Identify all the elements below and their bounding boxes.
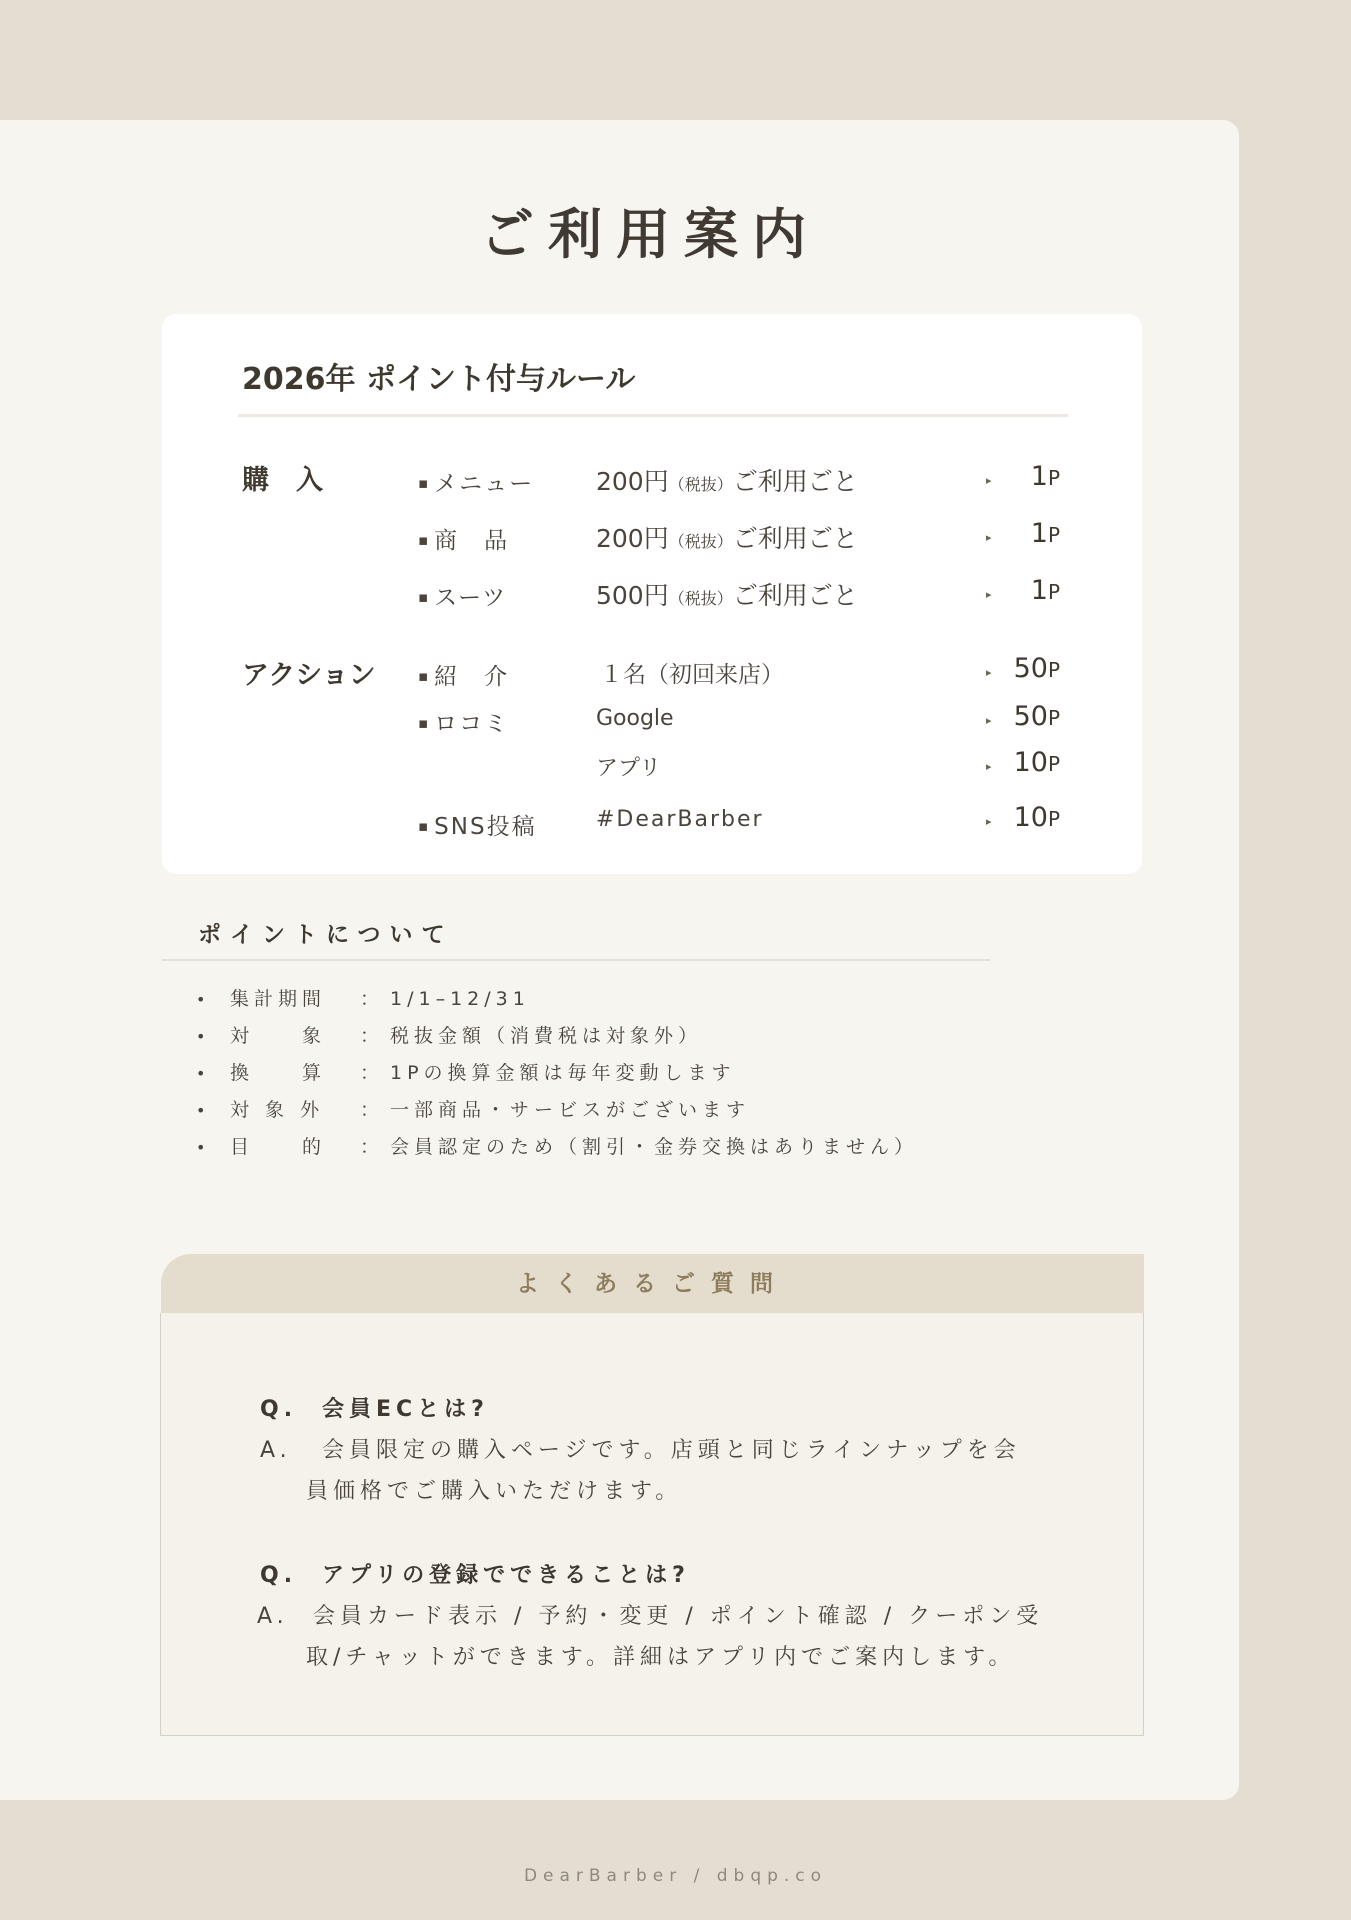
arrow-icon: ▸ <box>986 588 992 601</box>
rule-item-menu: ▪ メニュー <box>418 471 535 497</box>
about-points-heading: ポイントについて <box>198 922 454 948</box>
faq-answer-1-cont: 員価格でご購入いただけます。 <box>306 1479 683 1504</box>
category-action: アクション <box>242 660 376 691</box>
rule-points-menu: 1P <box>1030 461 1060 492</box>
arrow-icon: ▸ <box>986 474 992 487</box>
about-row: • 換 算 ： 1Pの換算金額は毎年変動します <box>196 1062 736 1084</box>
rule-desc-suit: 500円（税抜）ご利用ごと <box>596 581 858 610</box>
bullet-icon: • <box>196 1027 211 1046</box>
faq-answer-2-cont: 取/チャットができます。詳細はアプリ内でご案内します。 <box>306 1645 1016 1670</box>
bullet-icon: • <box>196 1064 211 1083</box>
rule-item-review: ▪ ロコミ <box>418 711 510 737</box>
arrow-icon: ▸ <box>986 815 992 828</box>
rule-desc-menu: 200円（税抜）ご利用ごと <box>596 467 858 496</box>
faq-question-2: Q. アプリの登録でできることは? <box>260 1563 690 1588</box>
about-divider <box>162 959 990 961</box>
rule-points-sns: 10P <box>1013 802 1060 833</box>
rule-item-suit: ▪ スーツ <box>418 585 508 611</box>
arrow-icon: ▸ <box>986 760 992 773</box>
faq-heading: よくあるご質問 <box>161 1254 1144 1314</box>
rule-desc-app: アプリ <box>596 756 662 781</box>
rule-points-referral: 50P <box>1013 653 1060 684</box>
square-bullet-icon: ▪ <box>418 667 431 685</box>
faq-box <box>160 1313 1144 1736</box>
rule-desc-sns: #DearBarber <box>596 807 764 832</box>
rule-desc-goods: 200円（税抜）ご利用ごと <box>596 524 858 553</box>
bullet-icon: • <box>196 1138 211 1157</box>
square-bullet-icon: ▪ <box>418 531 431 549</box>
rule-desc-referral: １名（初回来店） <box>600 662 784 688</box>
arrow-icon: ▸ <box>986 531 992 544</box>
rule-points-app: 10P <box>1013 747 1060 778</box>
rule-item-referral: ▪ 紹 介 <box>418 664 510 690</box>
page-title: ご利用案内 <box>480 202 820 266</box>
bullet-icon: • <box>196 1101 211 1120</box>
footer-credit: DearBarber / dbqp.co <box>523 1866 828 1886</box>
square-bullet-icon: ▪ <box>418 714 431 732</box>
bullet-icon: • <box>196 990 211 1009</box>
point-rules-heading: 2026年 ポイント付与ルール <box>242 362 636 397</box>
rules-divider <box>238 414 1068 417</box>
faq-answer-2: A. 会員カード表示 / 予約・変更 / ポイント確認 / クーポン受 <box>257 1604 1044 1629</box>
category-purchase: 購 入 <box>242 465 323 496</box>
arrow-icon: ▸ <box>986 714 992 727</box>
about-row: • 目 的 ： 会員認定のため（割引・金券交換はありません） <box>196 1136 919 1158</box>
rule-item-goods: ▪ 商 品 <box>418 528 510 554</box>
rule-points-google: 50P <box>1013 701 1060 732</box>
rule-points-suit: 1P <box>1030 575 1060 606</box>
about-row: • 対 象 外 ： 一部商品・サービスがございます <box>196 1099 751 1121</box>
arrow-icon: ▸ <box>986 666 992 679</box>
square-bullet-icon: ▪ <box>418 588 431 606</box>
about-row: • 対 象 ： 税抜金額（消費税は対象外） <box>196 1025 703 1047</box>
about-row: • 集計期間 ： 1/1–12/31 <box>196 988 530 1010</box>
rule-desc-google: Google <box>596 706 674 731</box>
rule-item-sns: ▪ SNS投稿 <box>418 814 537 840</box>
rule-points-goods: 1P <box>1030 518 1060 549</box>
square-bullet-icon: ▪ <box>418 817 431 835</box>
faq-answer-1: A. 会員限定の購入ページです。店頭と同じラインナップを会 <box>260 1438 1021 1463</box>
faq-question-1: Q. 会員ECとは? <box>260 1397 489 1422</box>
square-bullet-icon: ▪ <box>418 474 431 492</box>
